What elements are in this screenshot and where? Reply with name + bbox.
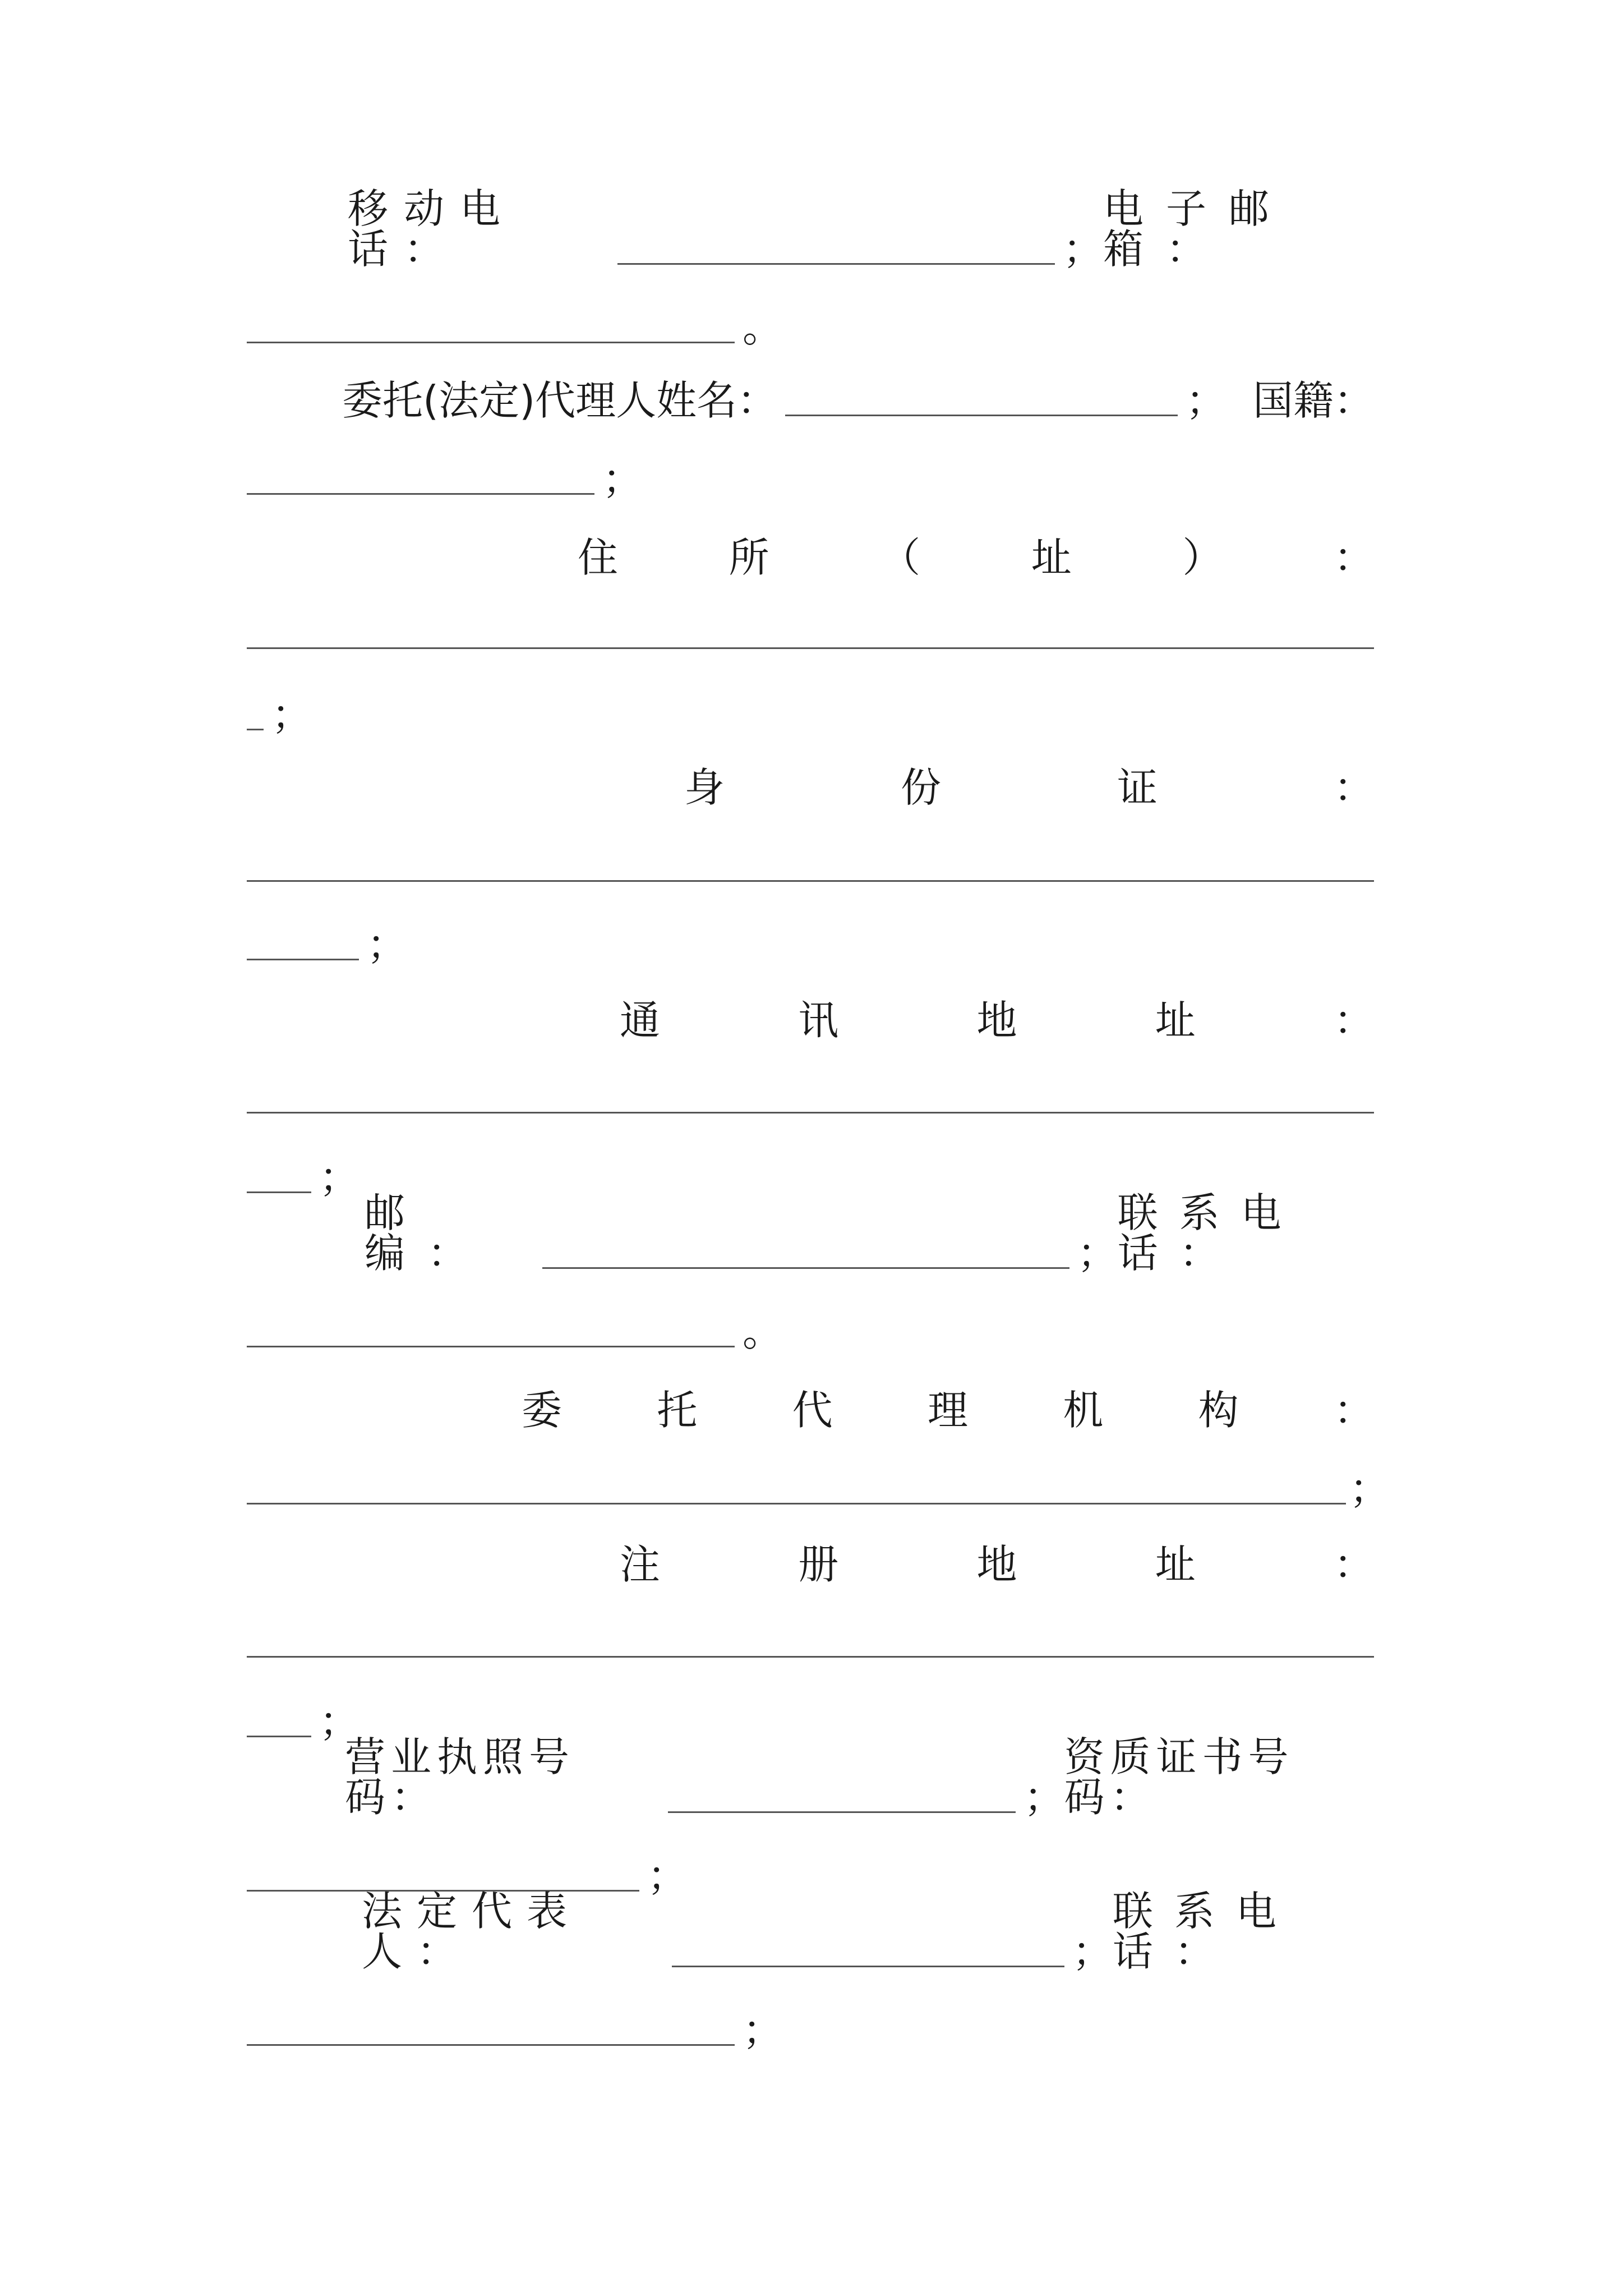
email-end: 。 <box>743 304 783 351</box>
license-label: 营业执照号码： <box>345 1733 575 1821</box>
agency-char-6: 构 <box>1198 1387 1239 1434</box>
agent-name-row <box>247 359 1374 424</box>
license-separator: ； <box>1023 1774 1064 1821</box>
address-row <box>247 516 1374 581</box>
mobile-label: 移动电话： <box>348 185 517 273</box>
reg-address-row <box>247 1523 1374 1588</box>
mobile-row <box>247 185 1374 273</box>
legal-phone-label: 联系电话： <box>1112 1888 1298 1975</box>
reg-address-char-2: 册 <box>798 1541 839 1588</box>
mail-address-continuation <box>247 1136 360 1201</box>
reg-address-blank-tail[interactable] <box>247 1724 311 1737</box>
id-char-3: 证 <box>1117 764 1158 811</box>
nationality-blank[interactable] <box>247 482 594 495</box>
agency-char-2: 托 <box>657 1387 698 1434</box>
agency-end: ； <box>1349 1465 1390 1512</box>
legal-phone-blank[interactable] <box>247 2033 735 2046</box>
postcode-label: 邮编： <box>365 1189 491 1277</box>
postcode-separator: ； <box>1077 1230 1118 1277</box>
agency-char-3: 代 <box>792 1387 833 1434</box>
agency-char-4: 理 <box>927 1387 968 1434</box>
address-char-4: 址 <box>1031 534 1072 581</box>
mail-address-char-1: 通 <box>620 997 661 1044</box>
id-char-1: 身 <box>684 764 725 811</box>
legal-rep-blank[interactable] <box>672 1954 1064 1967</box>
agent-name-blank[interactable] <box>785 403 1178 416</box>
reg-address-char-5: ： <box>1333 1541 1374 1588</box>
license-blank[interactable] <box>668 1800 1016 1813</box>
reg-address-blank[interactable] <box>247 1654 1374 1658</box>
mail-address-char-2: 讯 <box>798 997 839 1044</box>
agency-char-5: 机 <box>1063 1387 1104 1434</box>
legal-rep-row <box>247 1888 1374 1975</box>
agency-blank[interactable] <box>247 1492 1346 1504</box>
mail-address-blank[interactable] <box>247 1110 1374 1114</box>
cert-end: ； <box>647 1852 688 1899</box>
id-row <box>247 746 1374 811</box>
postcode-blank[interactable] <box>542 1256 1069 1269</box>
mail-address-blank-tail[interactable] <box>247 1180 311 1193</box>
address-end: ； <box>271 691 312 738</box>
mail-address-row <box>247 979 1374 1044</box>
address-blank-tail[interactable] <box>247 717 264 730</box>
mail-address-end: ； <box>319 1154 360 1201</box>
legal-rep-label: 法定代表人： <box>362 1888 582 1975</box>
address-char-5: ） <box>1182 534 1223 581</box>
reg-address-char-1: 注 <box>620 1541 661 1588</box>
email-blank[interactable] <box>247 330 735 343</box>
legal-phone-continuation <box>247 1989 783 2054</box>
postcode-row <box>247 1189 1374 1277</box>
agent-name-label: 委托(法定)代理人姓名： <box>342 377 778 424</box>
mail-address-char-4: 址 <box>1155 997 1196 1044</box>
cert-continuation <box>247 1834 688 1899</box>
reg-address-char-4: 址 <box>1155 1541 1196 1588</box>
nationality-continuation <box>247 438 643 503</box>
id-end: ； <box>367 921 408 968</box>
reg-address-char-3: 地 <box>976 1541 1017 1588</box>
reg-address-end: ； <box>319 1698 360 1745</box>
phone-end: 。 <box>743 1308 783 1355</box>
phone-blank[interactable] <box>247 1335 735 1347</box>
address-continuation <box>247 673 312 738</box>
id-blank[interactable] <box>247 878 1374 882</box>
address-char-1: 住 <box>578 534 619 581</box>
reg-address-continuation <box>247 1680 360 1745</box>
legal-rep-separator: ； <box>1072 1928 1113 1975</box>
mail-address-char-3: 地 <box>976 997 1017 1044</box>
agent-separator: ； <box>1186 377 1227 424</box>
phone-label: 联系电话： <box>1117 1189 1303 1277</box>
address-char-3: （ <box>880 534 921 581</box>
agency-char-1: 委 <box>522 1387 562 1434</box>
email-label: 电子邮箱： <box>1103 185 1292 273</box>
id-char-2: 份 <box>900 764 941 811</box>
address-char-6: ： <box>1333 534 1374 581</box>
nationality-end: ； <box>602 455 643 503</box>
address-char-2: 所 <box>728 534 769 581</box>
email-continuation <box>247 286 783 351</box>
id-continuation <box>247 903 408 968</box>
legal-phone-end: ； <box>743 2007 783 2054</box>
mail-address-char-5: ： <box>1333 997 1374 1044</box>
address-blank[interactable] <box>247 645 1374 649</box>
agency-char-7: ： <box>1333 1387 1374 1434</box>
id-char-4: ： <box>1333 764 1374 811</box>
cert-label: 资质证书号码： <box>1064 1733 1294 1821</box>
mobile-separator: ； <box>1062 226 1103 273</box>
nationality-label: 国籍： <box>1252 377 1374 424</box>
agency-row <box>247 1369 1374 1434</box>
id-blank-tail[interactable] <box>247 947 359 960</box>
phone-continuation <box>247 1290 783 1355</box>
agency-continuation <box>247 1447 1390 1512</box>
mobile-blank[interactable] <box>617 252 1055 265</box>
license-row <box>247 1733 1374 1821</box>
